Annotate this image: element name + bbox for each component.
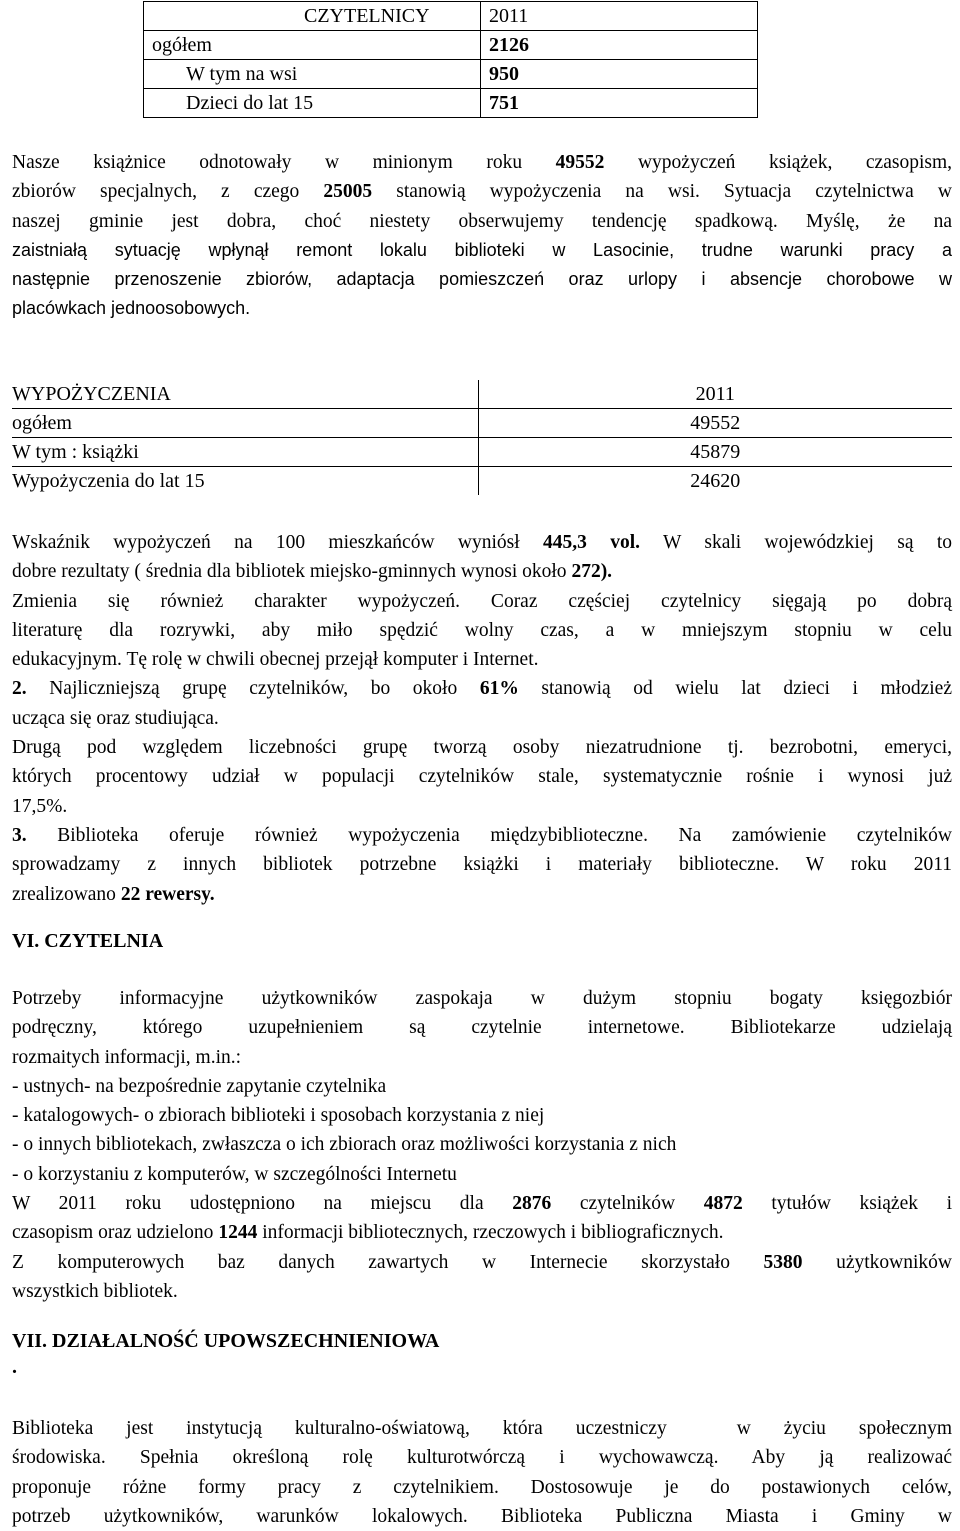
- table-cell-label: W tym na wsi: [144, 60, 481, 89]
- text-line: zaistniałą sytuację wpłynął remont lokalu biblioteki w Lasocinie, trudne warunki pracy a: [12, 239, 952, 260]
- text-line: następnie przenoszenie zbiorów, adaptacja pomieszczeń oraz urlopy i absencje chorobowe w: [12, 269, 952, 290]
- text-line: W 2011 roku udostępniono na miejscu dla 2876 czytelników 4872 tytułów książek i: [12, 1193, 952, 1215]
- text-line: zrealizowano 22 rewersy.: [12, 883, 215, 905]
- text-line: naszej gminie jest dobra, choć niestety obserwujemy tendencję spadkową. Myślę, że na: [12, 210, 952, 232]
- paragraph-loans-summary: [12, 148, 952, 324]
- paragraph-outreach: [12, 1414, 952, 1531]
- table-cell-label: W tym : książki: [12, 438, 478, 467]
- text-line: potrzeb użytkowników, warunków lokalowych. Biblioteka Publiczna Miasta i Gminy w: [12, 1505, 952, 1527]
- text-line: sprowadzamy z innych bibliotek potrzebne książki i materiały biblioteczne. W roku 2011: [12, 854, 952, 876]
- text-line: czasopism oraz udzielono 1244 informacji bibliotecznych, rzeczowych i bibliograficznych.: [12, 1222, 724, 1244]
- list-item: - o korzystaniu z komputerów, w szczególności Internetu: [12, 1163, 457, 1185]
- table-row: [144, 60, 758, 89]
- text-line: Wskaźnik wypożyczeń na 100 mieszkańców wyniósł 445,3 vol. W skali wojewódzkiej są to: [12, 532, 953, 553]
- list-item: - o innych bibliotekach, zwłaszcza o ich zbiorach oraz możliwości korzystania z nich: [12, 1134, 677, 1156]
- text-line: 3. Biblioteka oferuje również wypożyczenia międzybiblioteczne. Na zamówienie czytelników: [12, 824, 952, 846]
- table-row: [12, 438, 952, 467]
- table-row: [12, 380, 952, 409]
- text-line: 17,5%.: [12, 795, 68, 817]
- text-line: 2. Najliczniejszą grupę czytelników, bo około 61% stanowią od wielu lat dzieci i młodzież: [12, 678, 952, 700]
- text-line: placówkach jednoosobowych.: [12, 298, 251, 319]
- paragraph-reading-room: [12, 984, 952, 1306]
- readers-table: [143, 1, 758, 118]
- list-item: - katalogowych- o zbiorach biblioteki i sposobach korzystania z niej: [12, 1105, 545, 1127]
- text-line: ucząca się oraz studiująca.: [12, 707, 219, 729]
- paragraph-loan-indicators: [12, 528, 952, 909]
- table-cell-label: ogółem: [12, 409, 478, 438]
- table-cell-value: 2126: [481, 31, 758, 60]
- table-cell-label: WYPOŻYCZENIA: [12, 380, 478, 409]
- text-line: których procentowy udział w populacji czytelników stale, systematycznie rośnie i wynosi już: [12, 766, 952, 788]
- text-line: Potrzeby informacyjne użytkowników zaspokaja w dużym stopniu bogaty księgozbiór: [12, 988, 952, 1009]
- text-line: Z komputerowych baz danych zawartych w Internecie skorzystało 5380 użytkowników: [12, 1251, 952, 1273]
- loans-table: [12, 380, 952, 495]
- section-heading-vii: VII. DZIAŁALNOŚĆ UPOWSZECHNIENIOWA: [12, 1330, 440, 1352]
- table-cell-label: CZYTELNICY: [144, 2, 481, 31]
- text-line: literaturę dla rozrywki, aby miło spędzić wolny czas, a w mniejszym stopniu w celu: [12, 619, 952, 641]
- table-cell-value: 2011: [481, 2, 758, 31]
- table-row: [144, 2, 758, 31]
- text-line: dobre rezultaty ( średnia dla bibliotek miejsko-gminnych wynosi około 272).: [12, 561, 613, 583]
- text-line: edukacyjnym. Tę rolę w chwili obecnej przejął komputer i Internet.: [12, 649, 539, 671]
- table-row: [144, 31, 758, 60]
- text-line: rozmaitych informacji, m.in.:: [12, 1046, 242, 1068]
- text-line: wszystkich bibliotek.: [12, 1280, 178, 1302]
- table-row: [12, 409, 952, 438]
- table-row: [144, 89, 758, 118]
- table-cell-value: 24620: [690, 469, 741, 492]
- table-cell-label: ogółem: [144, 31, 481, 60]
- table-cell-label: Dzieci do lat 15: [144, 89, 481, 118]
- list-item: - ustnych- na bezpośrednie zapytanie czytelnika: [12, 1075, 387, 1097]
- table-cell-value: 2011: [478, 380, 952, 409]
- text-line: Biblioteka jest instytucją kulturalno-oświatową, która uczestniczy w życiu społecznym: [12, 1418, 953, 1439]
- table-cell-value: 751: [481, 89, 758, 118]
- text-line: podręczny, którego uzupełnieniem są czytelnie internetowe. Bibliotekarze udzielają: [12, 1017, 952, 1039]
- table-cell-label: Wypożyczenia do lat 15: [12, 467, 478, 496]
- table-cell-value: 950: [481, 60, 758, 89]
- table-row: [12, 467, 952, 496]
- text-line: proponuje różne formy pracy z czytelnikiem. Dostosowuje je do postawionych celów,: [12, 1476, 952, 1498]
- heading-dot: .: [12, 1356, 17, 1378]
- text-line: Drugą pod względem liczebności grupę tworzą osoby niezatrudnione tj. bezrobotni, emeryci,: [12, 737, 952, 759]
- text-line: Zmienia się również charakter wypożyczeń. Coraz częściej czytelnicy sięgają po dobrą: [12, 590, 952, 612]
- text-line: Nasze książnice odnotowały w minionym roku 49552 wypożyczeń książek, czasopism,: [12, 152, 953, 173]
- text-line: zbiorów specjalnych, z czego 25005 stanowią wypożyczenia na wsi. Sytuacja czytelnictwa w: [12, 181, 952, 203]
- table-cell-value: 49552: [478, 409, 952, 438]
- text-line: środowiska. Spełnia określoną rolę kulturotwórczą i wychowawczą. Aby ją realizować: [12, 1447, 952, 1469]
- section-heading-vi: VI. CZYTELNIA: [12, 930, 164, 952]
- table-cell-value: 45879: [478, 438, 952, 467]
